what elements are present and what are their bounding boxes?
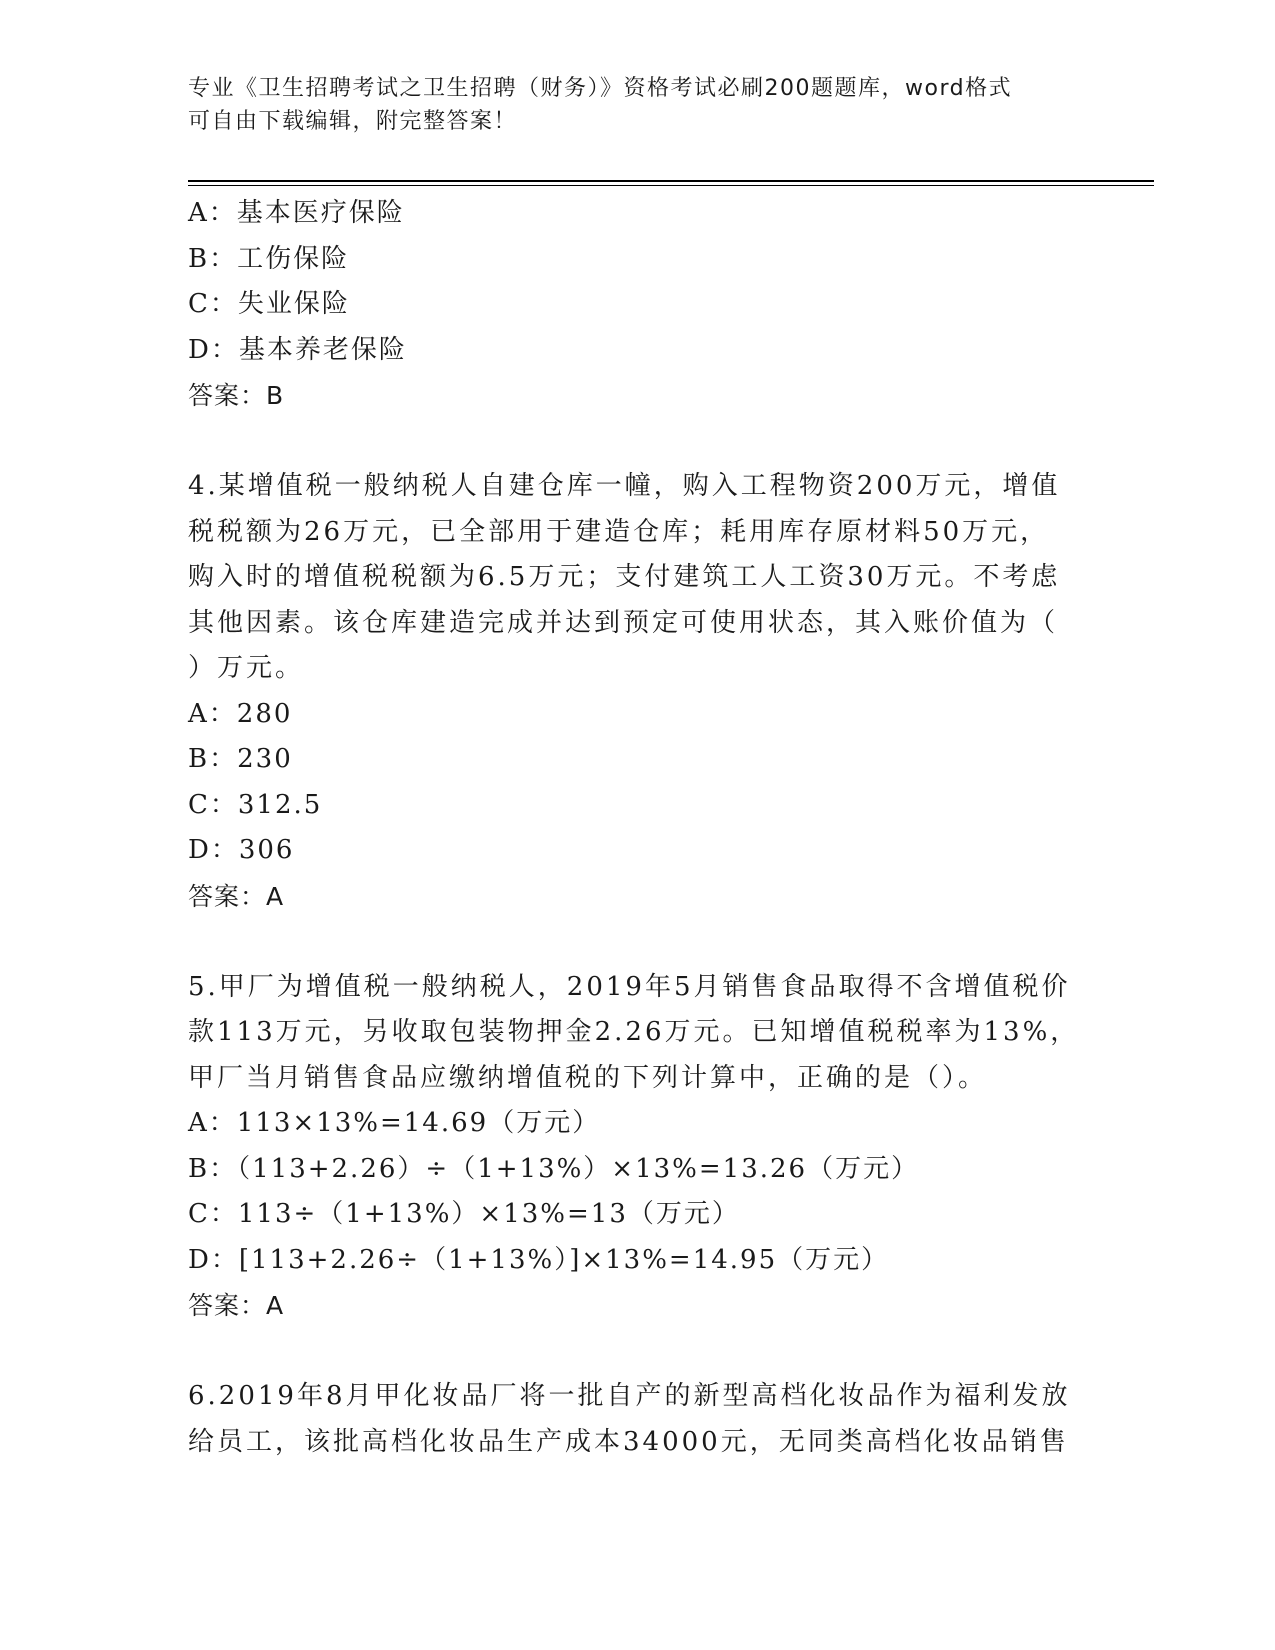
option-d: D：基本养老保险 [188, 334, 407, 365]
question-stem [188, 1374, 1088, 1465]
stem-line: 4.某增值税一般纳税人自建仓库一幢，购入工程物资200万元，增值 [188, 471, 1061, 501]
document-header [188, 72, 1068, 138]
option-b: B：工伤保险 [188, 243, 350, 274]
option-b: B：（113+2.26）÷（1+13%）×13%=13.26（万元） [188, 1153, 920, 1184]
question-6 [188, 1374, 1088, 1465]
option-a: A：280 [188, 698, 293, 729]
option-c: C：失业保险 [188, 289, 350, 319]
header-rule-thick [188, 180, 1154, 182]
header-line-2: 可自由下载编辑，附完整答案！ [188, 109, 518, 134]
header-line-1: 专业《卫生招聘考试之卫生招聘（财务）》资格考试必刷200题题库，word格式 [188, 76, 1013, 101]
option-d: D：[113+2.26÷（1+13%）]×13%=14.95（万元） [188, 1244, 890, 1275]
question-stem [188, 965, 1088, 1102]
option-c: C：113÷（1+13%）×13%=13（万元） [188, 1199, 740, 1229]
answer-line: 答案：B [188, 381, 285, 410]
spacer [188, 919, 1088, 965]
option-c: C：312.5 [188, 789, 323, 820]
stem-line: ）万元。 [188, 653, 305, 683]
question-4 [188, 464, 1088, 919]
option-a: A：113×13%=14.69（万元） [188, 1108, 601, 1138]
stem-line: 其他因素。该仓库建造完成并达到预定可使用状态，其入账价值为（ [188, 607, 1059, 638]
stem-line: 甲厂当月销售食品应缴纳增值税的下列计算中，正确的是（）。 [188, 1062, 988, 1093]
stem-line: 购入时的增值税税额为6.5万元；支付建筑工人工资30万元。不考虑 [188, 562, 1061, 592]
spacer [188, 1329, 1088, 1375]
stem-line: 给员工，该批高档化妆品生产成本34000元，无同类高档化妆品销售 [188, 1426, 1069, 1457]
option-d: D：306 [188, 835, 295, 865]
stem-line: 税税额为26万元，已全部用于建造仓库；耗用库存原材料50万元， [188, 516, 1050, 547]
question-list [188, 191, 1088, 1465]
stem-line: 款113万元，另收取包装物押金2.26万元。已知增值税税率为13%， [188, 1017, 1080, 1047]
header-rule-thin [188, 185, 1154, 186]
answer-line: 答案：A [188, 1291, 285, 1320]
option-b: B：230 [188, 744, 293, 774]
option-a: A：基本医疗保险 [188, 198, 405, 228]
stem-line: 5.甲厂为增值税一般纳税人，2019年5月销售食品取得不含增值税价 [188, 971, 1071, 1002]
question-stem [188, 464, 1088, 692]
question-5 [188, 965, 1088, 1329]
answer-line: 答案：A [188, 881, 285, 911]
stem-line: 6.2019年8月甲化妆品厂将一批自产的新型高档化妆品作为福利发放 [188, 1381, 1071, 1411]
question-3 [188, 191, 1088, 419]
spacer [188, 419, 1088, 465]
